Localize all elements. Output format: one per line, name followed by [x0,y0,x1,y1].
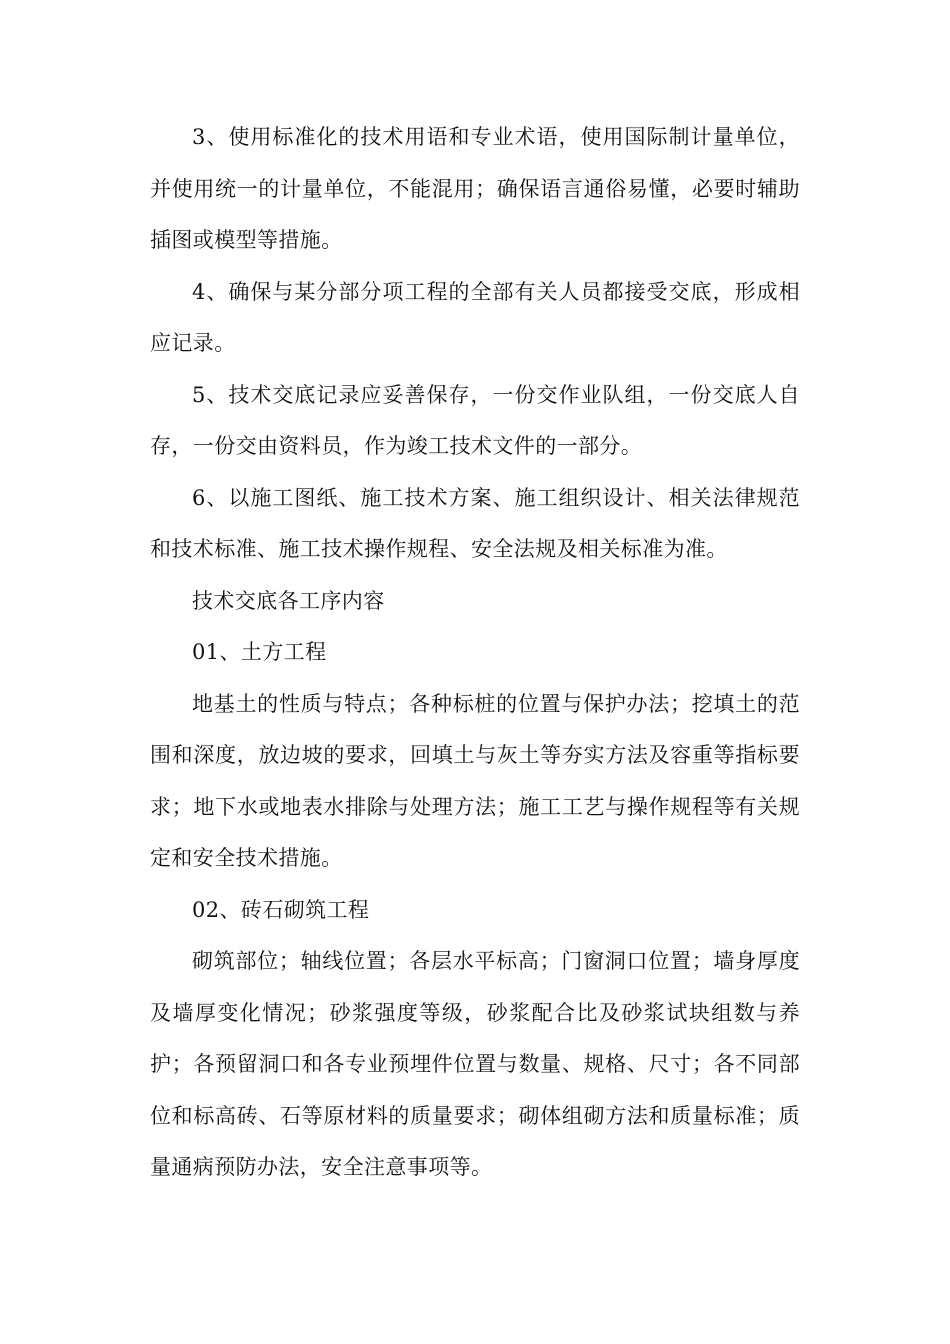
document-body [150,112,800,1194]
section-heading: 技术交底各工序内容 [192,588,385,613]
subsection-heading-masonry: 02、砖石砌筑工程 [192,897,370,922]
paragraph-item-5: 5、技术交底记录应妥善保存，一份交作业队组，一份交底人自存，一份交由资料员，作为竣工技术文件的一部分。 [150,382,800,458]
paragraph-item-3: 3、使用标准化的技术用语和专业术语，使用国际制计量单位，并使用统一的计量单位，不能混用；确保语言通俗易懂，必要时辅助插图或模型等措施。 [150,125,800,252]
paragraph-item-4: 4、确保与某分部分项工程的全部有关人员都接受交底，形成相应记录。 [150,279,800,355]
paragraph-item-6: 6、以施工图纸、施工技术方案、施工组织设计、相关法律规范和技术标准、施工技术操作规程、安全法规及相关标准为准。 [150,485,800,561]
earthwork-content: 地基土的性质与特点；各种标桩的位置与保护办法；挖填土的范围和深度，放边坡的要求，回填土与灰土等夯实方法及容重等指标要求；地下水或地表水排除与处理方法；施工工艺与操作规程等有关规定和安全技术措施。 [150,691,800,870]
subsection-heading-earthwork: 01、土方工程 [192,640,327,664]
masonry-content: 砌筑部位；轴线位置；各层水平标高；门窗洞口位置；墙身厚度及墙厚变化情况；砂浆强度等级，砂浆配合比及砂浆试块组数与养护；各预留洞口和各专业预埋件位置与数量、规格、尺寸；各不同部位和标高砖、石等原材料的质量要求；砌体组砌方法和质量标准；质量通病预防办法，安全注意事项等。 [150,949,800,1179]
